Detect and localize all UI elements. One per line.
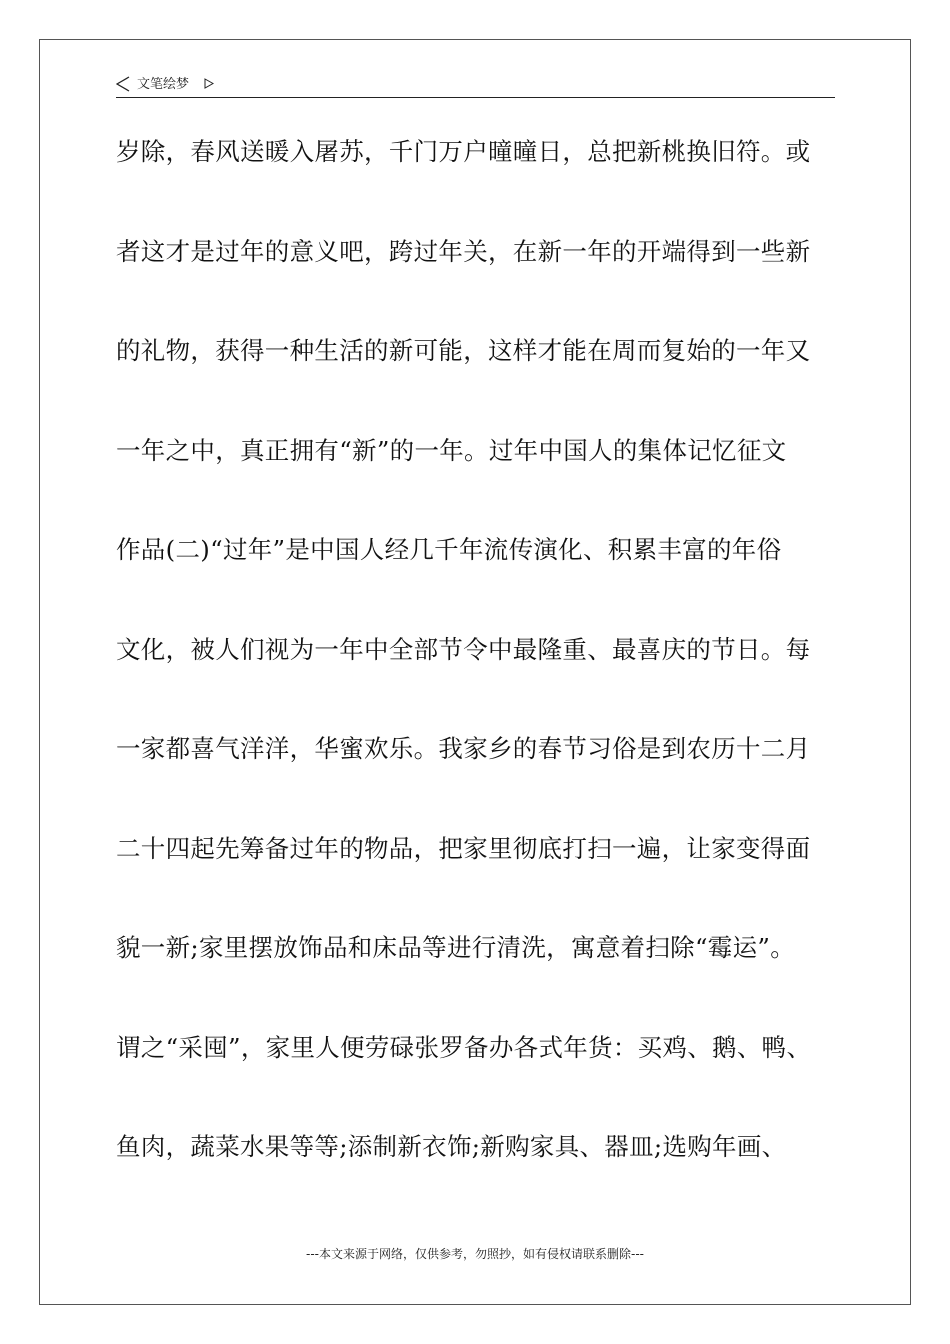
text-line: 作品(二)“过年”是中国人经几千年流传演化、积累丰富的年俗	[116, 535, 782, 564]
triangle-right-icon	[204, 78, 214, 89]
text-line: 者这才是过年的意义吧，跨过年关，在新一年的开端得到一些新	[116, 236, 811, 266]
header-title: 文笔绘梦	[137, 77, 190, 92]
text-line: 二十四起先筹备过年的物品，把家里彻底打扫一遍，让家变得面	[116, 833, 811, 863]
triangle-left-icon	[116, 76, 130, 92]
page-header	[116, 74, 835, 98]
footer-disclaimer: ---本文来源于网络，仅供参考，勿照抄，如有侵权请联系删除---	[306, 1247, 644, 1261]
document-body	[116, 132, 876, 1227]
text-line: 的礼物，获得一种生活的新可能，这样才能在周而复始的一年又	[116, 336, 811, 365]
text-line: 谓之“采囤”，家里人便劳碌张罗备办各式年货：买鸡、鹅、鸭、	[116, 1032, 812, 1062]
text-line: 一年之中，真正拥有“新”的一年。过年中国人的集体记忆征文	[116, 435, 787, 465]
text-line: 文化，被人们视为一年中全部节令中最隆重、最喜庆的节日。每	[116, 634, 811, 664]
text-line: 貌一新;家里摆放饰品和床品等进行清洗，寓意着扫除“霉运”。	[116, 933, 796, 962]
text-line: 岁除，春风送暖入屠苏，千门万户曈曈日，总把新桃换旧符。或	[116, 137, 811, 166]
text-line: 一家都喜气洋洋，华蜜欢乐。我家乡的春节习俗是到农历十二月	[116, 734, 811, 763]
text-line: 鱼肉，蔬菜水果等等;添制新衣饰;新购家具、器皿;选购年画、	[116, 1132, 787, 1161]
